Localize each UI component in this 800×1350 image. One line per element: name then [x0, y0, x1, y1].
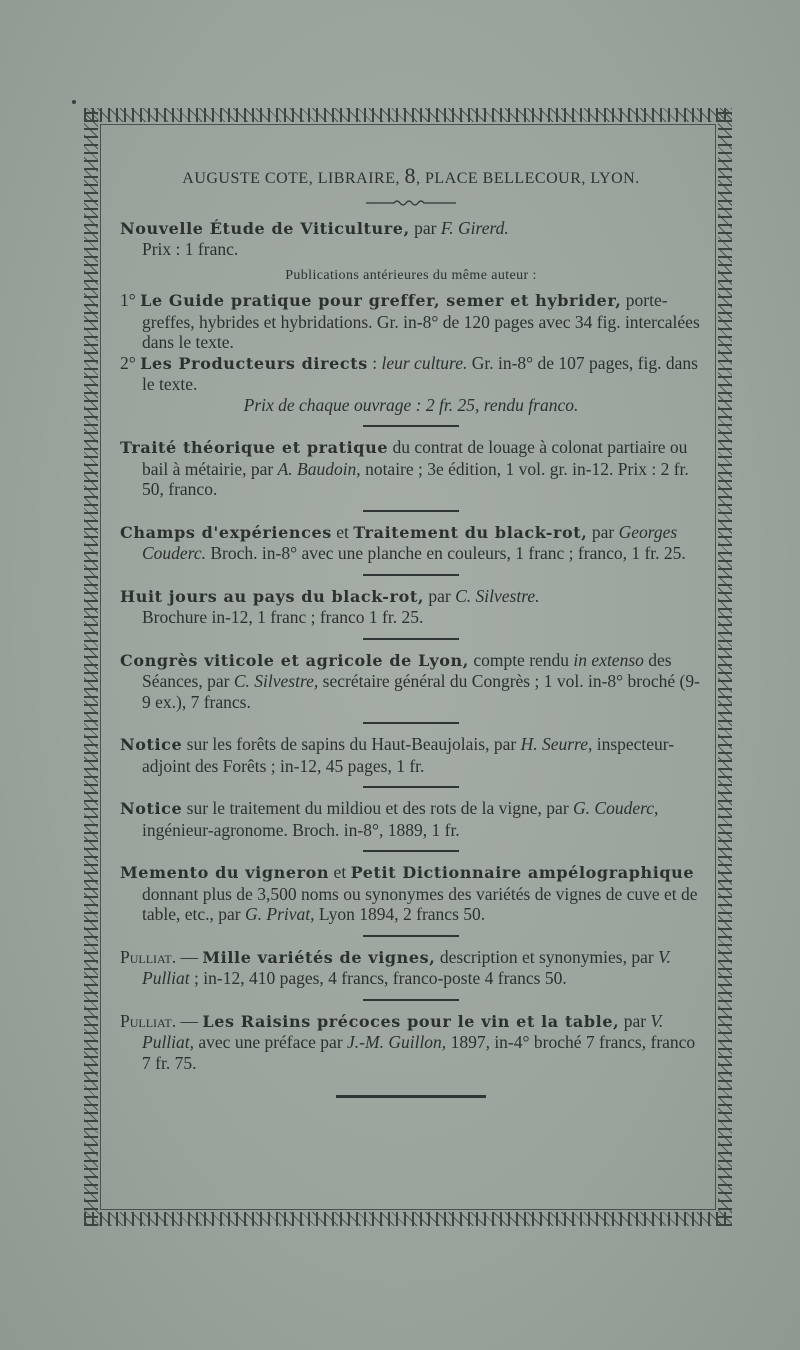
entry-congres: Congrès viticole et agricole de Lyon, compte rendu in extenso des Séances, par C. Silvestre, secrétaire général du Congrès ; 1 vol. in-8° broché (9-9 ex.), 7 francs.	[120, 649, 700, 712]
frame-border-right	[718, 108, 732, 1226]
entry-prior-publications	[120, 266, 702, 416]
entry-traite: Traité théorique et pratique du contrat de louage à colonat partiaire ou bail à métairie, par A. Baudoin, notaire ; 3e édition, 1 vol. gr. in-12. Prix : 2 fr. 50, franco.	[120, 437, 689, 499]
prior-item-producteurs: 2° Les Producteurs directs : leur culture. Gr. in-8° de 107 pages, fig. dans le texte.	[120, 352, 698, 394]
entry-title: Le Guide pratique pour greffer, semer et hybrider,	[140, 291, 622, 310]
ink-speck	[72, 100, 76, 104]
entry-notice-mildiou: Notice sur le traitement du mildiou et des rots de la vigne, par G. Couderc, ingénieur-agronome. Broch. in-8°, 1889, 1 fr.	[120, 798, 659, 840]
entry-title: Traité théorique et pratique	[120, 438, 389, 457]
separator-rule	[363, 850, 459, 852]
header-number: 8	[404, 163, 416, 188]
separator-rule	[363, 786, 459, 788]
entry-author: Georges Couderc.	[142, 521, 678, 563]
entry-author: J.-M. Guillon,	[347, 1032, 447, 1052]
entry-title: Champs d'expériences	[120, 522, 332, 542]
prior-publications-price: Prix de chaque ouvrage : 2 fr. 25, rendu franco.	[243, 394, 579, 415]
entry-author: V. Pulliat,	[142, 1010, 664, 1052]
ornamental-frame	[84, 108, 732, 1226]
entry-lead-author: Pulliat.	[120, 1010, 177, 1031]
entry-author: H. Seurre,	[520, 734, 593, 754]
entry-mille-varietes: Pulliat. — Mille variétés de vignes, description et synonymies, par V. Pulliat ; in-12, 410 pages, 4 francs, franco-poste 4 francs 50.	[120, 946, 671, 988]
entry-author: V. Pulliat	[142, 946, 671, 988]
prior-item-guide: 1° Le Guide pratique pour greffer, semer et hybrider, porte-greffes, hybrides et hybridations. Gr. in-8° de 120 pages avec 34 fig. intercalées dans le texte.	[120, 290, 700, 352]
entry-title: Memento du vigneron	[120, 863, 330, 882]
separator-rule	[363, 722, 459, 724]
entry-champs: Champs d'expériences et Traitement du black-rot, par Georges Couderc. Broch. in-8° avec une planche en couleurs, 1 franc ; franco, 1 fr. 25.	[120, 521, 686, 563]
frame-border-top	[84, 108, 732, 122]
catalogue-content	[120, 156, 702, 1098]
entry-author: A. Baudoin,	[277, 458, 361, 479]
entry-notice-forets: Notice sur les forêts de sapins du Haut-Beaujolais, par H. Seurre, inspecteur-adjoint des Forêts ; in-12, 45 pages, 1 fr.	[120, 734, 675, 776]
entry-title: Notice	[120, 735, 183, 754]
entry-price: Prix : 1 franc.	[142, 239, 239, 259]
separator-rule	[363, 510, 459, 512]
separator-rule	[363, 999, 459, 1001]
header-flourish-ornament	[366, 198, 456, 208]
entry-author: C. Silvestre,	[233, 671, 319, 691]
publisher-header: AUGUSTE COTE, LIBRAIRE, 8, PLACE BELLECOUR, LYON.	[182, 163, 640, 188]
frame-border-bottom	[84, 1212, 732, 1226]
entry-title: Les Raisins précoces pour le vin et la table,	[202, 1011, 620, 1031]
header-prefix: AUGUSTE COTE, LIBRAIRE,	[182, 170, 400, 187]
entry-nouvelle-etude: Nouvelle Étude de Viticulture, par F. Girerd. Prix : 1 franc.	[120, 218, 702, 260]
entry-title: Congrès viticole et agricole de Lyon,	[120, 650, 469, 670]
entry-raisins-precoces: Pulliat. — Les Raisins précoces pour le vin et la table, par V. Pulliat, avec une préface par J.-M. Guillon, 1897, in-4° broché 7 francs, franco 7 fr. 75.	[120, 1010, 696, 1073]
entry-title: Huit jours au pays du black-rot,	[120, 586, 424, 606]
separator-rule	[363, 574, 459, 576]
entry-memento: Memento du vigneron et Petit Dictionnaire ampélographique donnant plus de 3,500 noms ou synonymes des variétés de vignes de cuve et de table, etc., par G. Privat, Lyon 1894, 2 francs 50.	[120, 862, 698, 924]
entry-author: F. Girerd.	[440, 217, 509, 238]
frame-border-left	[84, 108, 98, 1226]
entry-author: G. Couderc,	[573, 798, 659, 818]
entry-author: C. Silvestre.	[455, 585, 540, 606]
separator-rule	[363, 935, 459, 937]
closing-rule	[336, 1095, 486, 1098]
prior-publications-heading: Publications antérieures du même auteur :	[285, 267, 537, 283]
entry-title: Nouvelle Étude de Viticulture,	[120, 218, 410, 238]
entry-title: Les Producteurs directs	[140, 353, 368, 373]
entry-author: G. Privat,	[245, 904, 315, 924]
entry-lead-author: Pulliat.	[120, 946, 177, 967]
entry-title: Notice	[120, 799, 183, 818]
entry-huit-jours: Huit jours au pays du black-rot, par C. Silvestre. Brochure in-12, 1 franc ; franco 1 fr. 25.	[120, 585, 540, 627]
entry-title: Mille variétés de vignes,	[202, 947, 436, 967]
header-suffix: PLACE BELLECOUR, LYON.	[424, 170, 640, 187]
separator-rule	[363, 425, 459, 427]
separator-rule	[363, 638, 459, 640]
